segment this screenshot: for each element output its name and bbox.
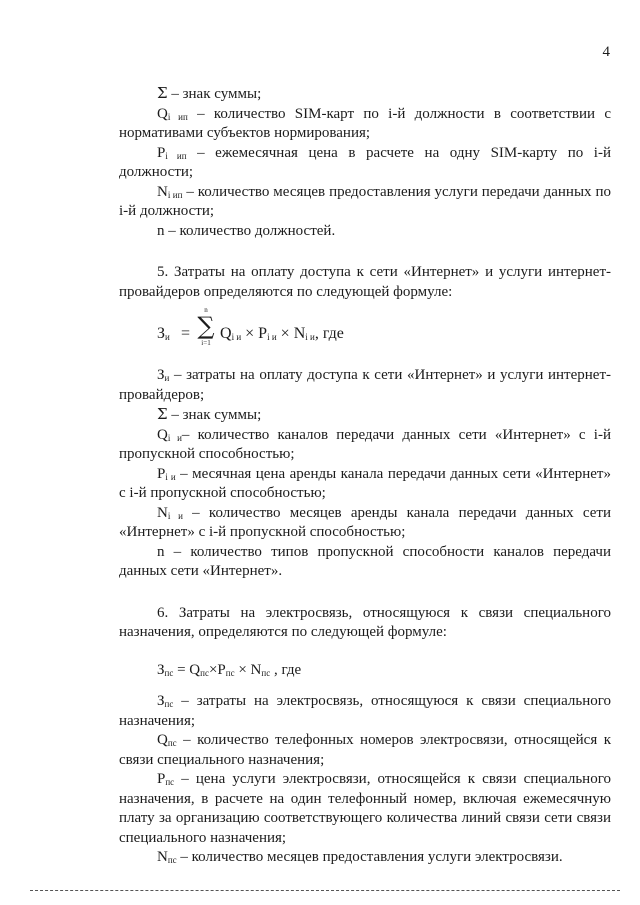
definition-n-ip (119, 183, 611, 222)
definition-p-ps: $P_{пс}$ – цена услуги электросвязи, относящейся к связи специального назначения, в расчете на один телефонный номер, включая ежемесячную плату за организацию соответствующего количества линий связи сети связи специального назначения; (119, 771, 611, 846)
variable: P (157, 144, 166, 161)
definition-q-ps: $Q_{пс}$ – количество телефонных номеров электросвязи, относящейся к связи специального назначения; (119, 732, 611, 768)
definition-sum: Σ – знак суммы; (157, 405, 262, 423)
variable: N (157, 183, 168, 200)
definition-n-ps: $N_{пс}$ – количество месяцев предоставления услуги электросвязи. (157, 849, 563, 865)
formula-rhs: $Q_{i и} \times P_{i и} \times N_{i и}$, где (220, 325, 344, 342)
subscript: i ип (165, 150, 187, 161)
page-number: 4 (602, 44, 610, 60)
subscript: i ип (167, 189, 183, 200)
definition-n-i: $N_{i и}$ – количество месяцев аренды канала передачи данных сети «Интернет» с i-й пропускной способностью; (119, 504, 611, 540)
variable: Q (157, 105, 168, 122)
summation-operator: n ∑ i=1 (197, 306, 215, 347)
definition-text: – количество SIM-карт по i-й должности в соответствии с нормативами субъектов нормирования; (119, 105, 611, 141)
section-5-heading: 5. Затраты на оплату доступа к сети «Интернет» и услуги интернет-провайдеров определяются по следующей формуле: (119, 264, 611, 300)
definition-z-i: $З_и$ – затраты на оплату доступа к сети «Интернет» и услуги интернет-провайдеров; (119, 367, 611, 403)
definition-z-ps: $З_{пс}$ – затраты на электросвязь, относящуюся к связи специального назначения; (119, 693, 611, 729)
document-body (119, 84, 611, 868)
definition-p-i: $P_{i и}$ – месячная цена аренды канала передачи данных сети «Интернет» с i-й пропускной способностью; (119, 465, 611, 501)
special-comm-formula: $З_{пс} = Q_{пс}\times P_{пс} \times N_{пс}$ , где (157, 661, 302, 678)
sum-symbol: Σ (157, 84, 168, 102)
definition-p-ip (119, 144, 611, 183)
section-6-heading: 6. Затраты на электросвязь, относящуюся к связи специального назначения, определяются по следующей формуле: (119, 604, 611, 640)
definition-q-ip (119, 105, 611, 144)
subscript: i ип (167, 111, 188, 122)
definition-q-i: $Q_{i и}-$ количество каналов передачи данных сети «Интернет» с i-й пропускной способностью; (119, 426, 611, 462)
equals-sign: = (181, 325, 191, 342)
definition-text: – знак суммы; (167, 86, 262, 102)
definition-sum (119, 84, 611, 105)
definition-n-types: n – количество типов пропускной способности каналов передачи данных сети «Интернет». (119, 543, 611, 579)
definition-n-positions: n – количество должностей. (157, 222, 336, 239)
internet-cost-formula (119, 306, 611, 366)
formula-lhs: $З_и$ (157, 325, 170, 342)
definition-text: – ежемесячная цена в расчете на одну SIM-карту по i-й должности; (119, 144, 611, 180)
scan-footer-line (30, 890, 620, 893)
definition-text: – количество месяцев предоставления услуги передачи данных по i-й должности; (119, 183, 611, 219)
